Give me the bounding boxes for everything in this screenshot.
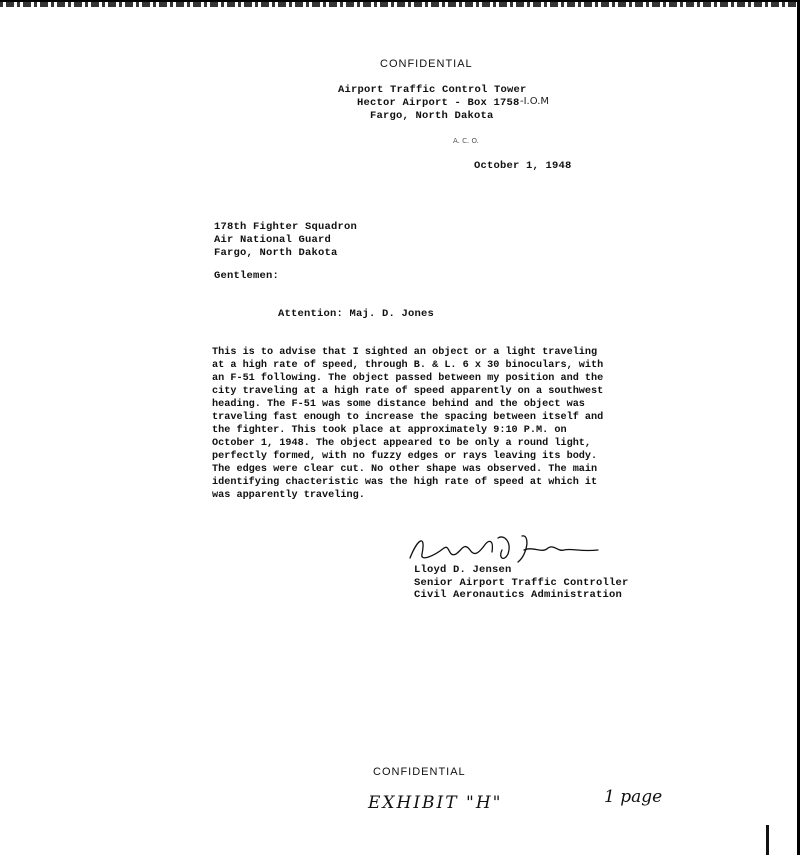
page-count-note: 1 page <box>604 787 663 807</box>
body-line: traveling fast enough to increase the spacing between itself and <box>212 412 604 423</box>
sender-line3: Fargo, North Dakota <box>370 110 494 122</box>
attention-line: Attention: Maj. D. Jones <box>278 308 435 320</box>
letter-date: October 1, 1948 <box>474 160 572 172</box>
body-line: perfectly formed, with no fuzzy edges or rays leaving its body. <box>212 451 598 462</box>
handwritten-signature <box>404 528 604 568</box>
recipient-line3: Fargo, North Dakota <box>214 247 338 259</box>
recipient-line1: 178th Fighter Squadron <box>214 221 358 233</box>
classification-stamp-bottom: CONFIDENTIAL <box>373 766 466 778</box>
exhibit-note: EXHIBIT "H" <box>368 793 503 813</box>
body-line: was apparently traveling. <box>212 490 365 501</box>
body-line: city traveling at a high rate of speed apparently on a southwest <box>212 386 604 397</box>
recipient-line2: Air National Guard <box>214 234 332 246</box>
faint-annotation: A. C. O. <box>453 137 479 145</box>
body-line: heading. The F-51 was some distance behind and the object was <box>212 399 585 410</box>
body-line: October 1, 1948. The object appeared to be only a round light, <box>212 438 592 449</box>
signer-title: Senior Airport Traffic Controller <box>414 577 629 589</box>
bottom-edge-mark <box>766 825 769 855</box>
body-line: the fighter. This took place at approximately 9:10 P.M. on <box>212 425 567 436</box>
top-border-line <box>0 0 800 2</box>
sender-line1: Airport Traffic Control Tower <box>338 84 527 96</box>
signer-name: Lloyd D. Jensen <box>414 564 512 576</box>
body-line: The edges were clear cut. No other shape was observed. The main <box>212 464 598 475</box>
body-line: This is to advise that I sighted an object or a light traveling <box>212 347 598 358</box>
signer-org: Civil Aeronautics Administration <box>414 589 623 601</box>
sender-line2: Hector Airport - Box 1758 <box>357 97 520 109</box>
classification-stamp-top: CONFIDENTIAL <box>380 58 473 70</box>
body-line: identifying chacteristic was the high rate of speed at which it <box>212 477 598 488</box>
handwritten-annotation: -I.O.M <box>520 96 550 107</box>
body-line: at a high rate of speed, through B. & L. 6 x 30 binoculars, with <box>212 360 604 371</box>
body-line: an F-51 following. The object passed between my position and the <box>212 373 604 384</box>
salutation: Gentlemen: <box>214 270 280 282</box>
